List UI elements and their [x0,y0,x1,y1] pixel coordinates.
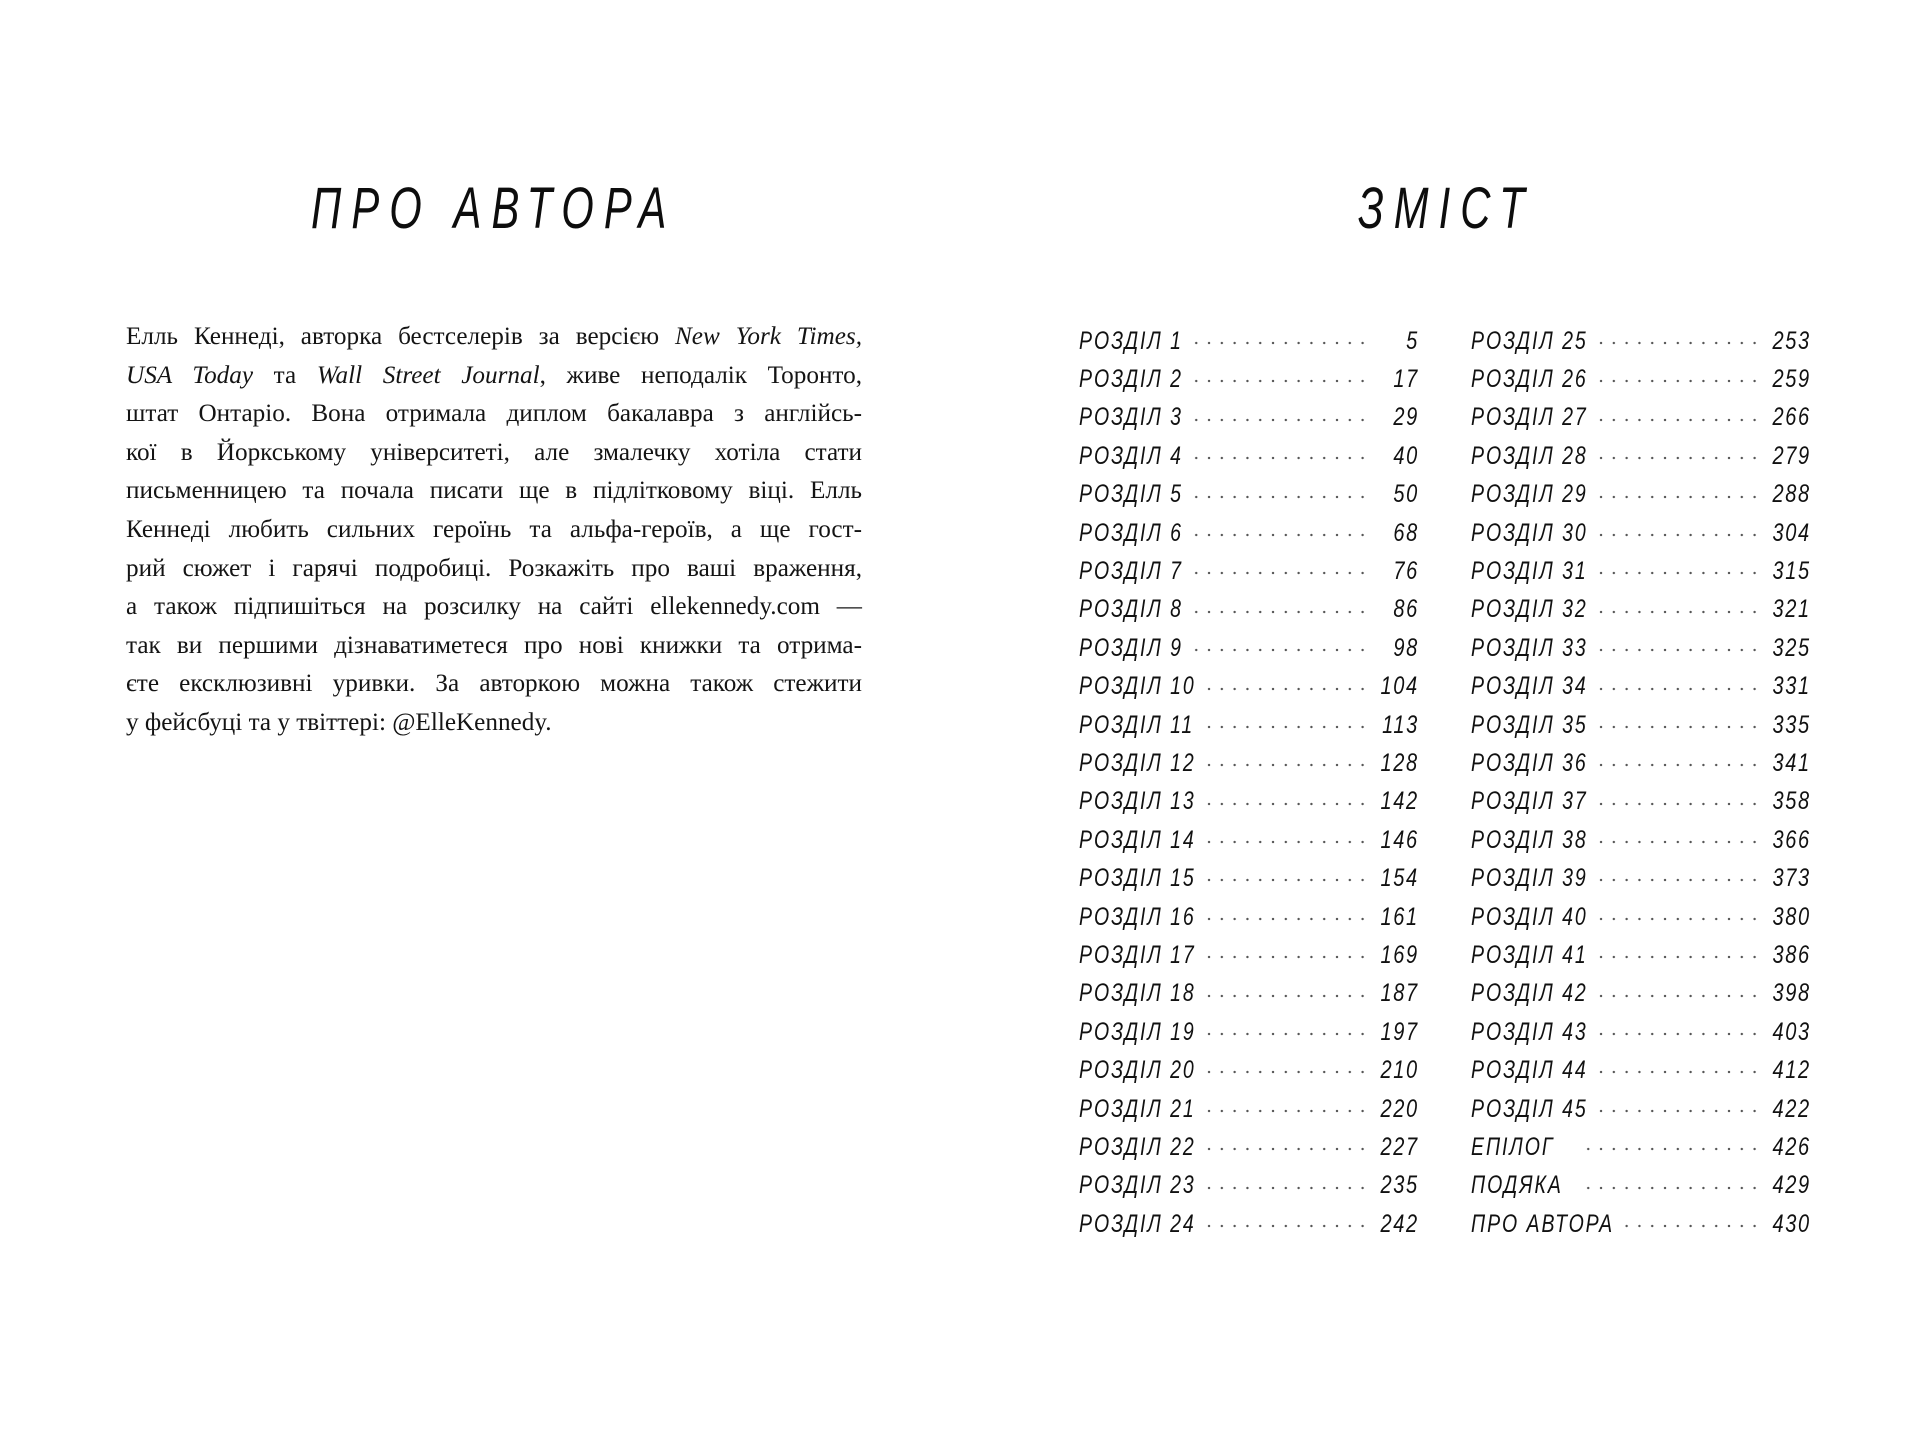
toc-dot-leader [1207,1032,1369,1036]
toc-dot-leader [1207,725,1369,729]
toc-dot-leader [1599,418,1761,422]
toc-entry[interactable] [1079,360,1419,398]
toc-dot-leader [1207,1070,1369,1074]
toc-entry-page-number: 187 [1378,979,1419,1008]
page-title-about-author: ПРО АВТОРА [311,176,677,241]
toc-entry-label: РОЗДІЛ 16 [1079,902,1196,931]
toc-dot-leader [1207,802,1369,806]
bio-italic-text: Wall Street Journal [316,361,540,389]
toc-dot-leader [1599,533,1761,537]
toc-entry-label: РОЗДІЛ 14 [1079,825,1196,854]
toc-entry-label: РОЗДІЛ 33 [1471,633,1588,662]
toc-entry-page-number: 128 [1378,749,1419,778]
bio-line: Кеннеді любить сильних героїнь та альфа-героїв, а ще гост- [126,515,862,543]
toc-entry-label: РОЗДІЛ 22 [1079,1132,1196,1161]
toc-entry[interactable] [1471,1090,1811,1128]
bio-line [126,318,862,357]
toc-entry-label: РОЗДІЛ 18 [1079,979,1196,1008]
toc-entry-page-number: 50 [1390,480,1419,509]
toc-entry-page-number: 331 [1770,672,1811,701]
toc-dot-leader [1207,878,1369,882]
toc-entry-page-number: 373 [1770,864,1811,893]
toc-entry[interactable] [1079,1051,1419,1089]
toc-entry-page-number: 366 [1770,826,1811,855]
toc-entry-label: РОЗДІЛ 36 [1471,748,1588,777]
toc-entry[interactable] [1471,399,1811,437]
bio-line: письменницею та почала писати ще в підлітковому віці. Елль [126,477,862,505]
toc-entry-label: РОЗДІЛ 23 [1079,1171,1196,1200]
toc-entry-page-number: 104 [1378,672,1419,701]
toc-entry-label: РОЗДІЛ 11 [1079,710,1195,739]
toc-entry-label: РОЗДІЛ 4 [1079,441,1183,470]
toc-entry-label: РОЗДІЛ 43 [1471,1017,1588,1046]
toc-entry-label: ПРО АВТОРА [1471,1209,1615,1238]
toc-entry-label: ЕПІЛОГ [1471,1132,1555,1161]
toc-entry-page-number: 315 [1770,557,1811,586]
toc-entry-page-number: 161 [1378,903,1419,932]
toc-dot-leader [1207,1109,1369,1113]
toc-entry-label: РОЗДІЛ 24 [1079,1209,1196,1238]
toc-dot-leader [1207,1224,1369,1228]
toc-entry[interactable] [1471,821,1811,859]
toc-entry[interactable] [1079,936,1419,974]
toc-entry-page-number: 242 [1378,1210,1419,1239]
toc-entry-page-number: 154 [1378,864,1419,893]
toc-dot-leader [1207,955,1369,959]
toc-dot-leader [1599,802,1761,806]
toc-entry-label: РОЗДІЛ 9 [1079,633,1183,662]
toc-entry[interactable] [1471,360,1811,398]
toc-dot-leader [1599,379,1761,383]
toc-entry[interactable] [1471,1205,1811,1243]
bio-line: єте ексклюзивні уривки. За авторкою можна також стежити [126,670,862,698]
toc-entry[interactable] [1471,552,1811,590]
toc-entry-page-number: 113 [1379,711,1419,740]
toc-entry-page-number: 68 [1390,519,1419,548]
toc-entry-label: РОЗДІЛ 8 [1079,595,1183,624]
toc-entry-page-number: 403 [1770,1018,1811,1047]
toc-dot-leader [1191,456,1369,460]
toc-entry[interactable] [1079,821,1419,859]
toc-dot-leader [1207,1186,1369,1190]
toc-entry-page-number: 29 [1390,403,1419,432]
toc-entry-label: РОЗДІЛ 1 [1079,326,1183,355]
toc-entry[interactable] [1079,668,1419,706]
toc-entry-page-number: 197 [1378,1018,1419,1047]
toc-entry[interactable] [1079,744,1419,782]
toc-entry-label: РОЗДІЛ 21 [1079,1094,1196,1123]
bio-line: у фейсбуці та у твіттері: @ElleKennedy. [126,708,552,736]
toc-dot-leader [1191,341,1369,345]
toc-entry-label: РОЗДІЛ 25 [1471,326,1588,355]
toc-dot-leader [1191,610,1369,614]
toc-dot-leader [1207,763,1369,767]
bio-line: кої в Йоркському університеті, але змалечку хотіла стати [126,438,862,466]
toc-entry[interactable] [1471,936,1811,974]
toc-entry[interactable] [1471,1013,1811,1051]
toc-entry-label: РОЗДІЛ 45 [1471,1094,1588,1123]
toc-entry[interactable] [1079,706,1419,744]
toc-entry[interactable] [1079,399,1419,437]
toc-dot-leader [1599,917,1761,921]
toc-dot-leader [1599,610,1761,614]
toc-dot-leader [1599,955,1761,959]
page-title-contents: ЗМІСТ [1358,176,1535,241]
toc-dot-leader [1599,495,1761,499]
toc-entry[interactable] [1079,552,1419,590]
toc-entry-page-number: 169 [1378,941,1419,970]
toc-entry-label: РОЗДІЛ 17 [1079,940,1196,969]
toc-entry-page-number: 412 [1770,1056,1811,1085]
toc-dot-leader [1207,917,1369,921]
toc-entry-label: РОЗДІЛ 2 [1079,365,1183,394]
bio-line: а також підпишіться на розсилку на сайті ellekennedy.com — [126,593,862,621]
toc-dot-leader [1191,648,1369,652]
toc-entry[interactable] [1471,437,1811,475]
toc-dot-leader [1207,994,1369,998]
toc-entry-page-number: 279 [1770,442,1811,471]
toc-entry-page-number: 210 [1378,1056,1419,1085]
toc-entry-label: РОЗДІЛ 28 [1471,441,1588,470]
toc-entry[interactable] [1471,1128,1811,1166]
toc-entry[interactable] [1471,514,1811,552]
toc-dot-leader [1583,1147,1761,1151]
toc-entry-page-number: 358 [1770,787,1811,816]
toc-entry-page-number: 17 [1390,365,1419,394]
toc-entry[interactable] [1079,514,1419,552]
toc-entry-page-number: 429 [1770,1171,1811,1200]
toc-entry[interactable] [1079,1090,1419,1128]
toc-entry-page-number: 426 [1770,1133,1811,1162]
toc-entry[interactable] [1471,1167,1811,1205]
toc-entry[interactable] [1471,898,1811,936]
toc-dot-leader [1599,1032,1761,1036]
toc-entry-page-number: 430 [1770,1210,1811,1239]
toc-entry[interactable] [1471,744,1811,782]
toc-entry-page-number: 422 [1770,1095,1811,1124]
toc-dot-leader [1599,725,1761,729]
toc-entry-page-number: 266 [1770,403,1811,432]
toc-entry-page-number: 76 [1390,557,1419,586]
toc-entry[interactable] [1079,1205,1419,1243]
toc-entry-label: РОЗДІЛ 37 [1471,787,1588,816]
toc-entry[interactable] [1471,975,1811,1013]
toc-entry-label: РОЗДІЛ 13 [1079,787,1196,816]
toc-dot-leader [1583,1186,1761,1190]
toc-entry-page-number: 146 [1378,826,1419,855]
toc-entry-label: РОЗДІЛ 19 [1079,1017,1196,1046]
toc-entry-label: ПОДЯКА [1471,1171,1563,1200]
toc-dot-leader [1207,687,1369,691]
toc-entry-page-number: 5 [1403,327,1419,356]
toc-entry[interactable] [1079,859,1419,897]
bio-line: так ви першими дізнаватиметеся про нові книжки та отрима- [126,631,862,659]
toc-dot-leader [1191,571,1369,575]
toc-entry-label: РОЗДІЛ 44 [1471,1056,1588,1085]
toc-entry-label: РОЗДІЛ 5 [1079,480,1183,509]
bio-italic-text: USA Today [126,361,254,389]
toc-entry[interactable] [1471,706,1811,744]
toc-entry-label: РОЗДІЛ 31 [1471,557,1588,586]
toc-entry[interactable] [1079,898,1419,936]
toc-dot-leader [1599,1070,1761,1074]
toc-dot-leader [1599,878,1761,882]
toc-entry-page-number: 386 [1770,941,1811,970]
bio-line: штат Онтаріо. Вона отримала диплом бакалавра з англійсь- [126,400,862,428]
toc-dot-leader [1191,495,1369,499]
bio-text: Елль Кеннеді, авторка бестселерів за версією [126,323,675,350]
toc-entry-page-number: 335 [1770,711,1811,740]
toc-entry-page-number: 325 [1770,634,1811,663]
toc-entry-page-number: 259 [1770,365,1811,394]
toc-entry-label: РОЗДІЛ 6 [1079,518,1183,547]
toc-dot-leader [1191,418,1369,422]
toc-entry[interactable] [1079,1167,1419,1205]
toc-entry[interactable] [1471,859,1811,897]
toc-entry-label: РОЗДІЛ 29 [1471,480,1588,509]
bio-text: , живе неподалік Торонто, [539,361,863,389]
toc-entry[interactable] [1079,591,1419,629]
toc-entry-label: РОЗДІЛ 26 [1471,365,1588,394]
toc-entry[interactable] [1079,476,1419,514]
toc-entry-page-number: 86 [1390,595,1419,624]
toc-entry[interactable] [1471,322,1811,360]
toc-entry-page-number: 321 [1770,595,1811,624]
toc-dot-leader [1599,1109,1761,1113]
toc-dot-leader [1191,379,1369,383]
toc-entry-label: РОЗДІЛ 10 [1079,672,1196,701]
bio-line: рий сюжет і гарячі подробиці. Розкажіть про ваші враження, [126,554,862,582]
toc-entry-label: РОЗДІЛ 3 [1079,403,1183,432]
toc-entry-page-number: 341 [1770,749,1811,778]
toc-entry-page-number: 304 [1770,519,1811,548]
toc-entry-label: РОЗДІЛ 20 [1079,1056,1196,1085]
toc-entry-label: РОЗДІЛ 7 [1079,557,1183,586]
toc-entry[interactable] [1079,629,1419,667]
toc-dot-leader [1207,1147,1369,1151]
toc-entry-label: РОЗДІЛ 32 [1471,595,1588,624]
toc-entry-label: РОЗДІЛ 38 [1471,825,1588,854]
toc-entry-page-number: 98 [1390,634,1419,663]
toc-entry[interactable] [1471,591,1811,629]
toc-entry-page-number: 220 [1378,1095,1419,1124]
toc-entry-label: РОЗДІЛ 42 [1471,979,1588,1008]
toc-entry-label: РОЗДІЛ 27 [1471,403,1588,432]
toc-entry[interactable] [1471,668,1811,706]
toc-entry[interactable] [1471,476,1811,514]
toc-entry-label: РОЗДІЛ 15 [1079,864,1196,893]
toc-dot-leader [1599,994,1761,998]
toc-column-1 [1079,322,1419,1243]
toc-dot-leader [1599,687,1761,691]
toc-entry-page-number: 398 [1770,979,1811,1008]
toc-entry-label: РОЗДІЛ 12 [1079,748,1196,777]
toc-entry-label: РОЗДІЛ 30 [1471,518,1588,547]
toc-dot-leader [1599,840,1761,844]
author-bio [126,318,862,743]
toc-entry[interactable] [1471,629,1811,667]
toc-dot-leader [1191,533,1369,537]
toc-entry[interactable] [1471,1051,1811,1089]
toc-dot-leader [1599,456,1761,460]
right-page [960,0,1920,1440]
toc-entry-page-number: 380 [1770,903,1811,932]
toc-entry[interactable] [1079,1128,1419,1166]
toc-entry[interactable] [1079,783,1419,821]
toc-entry-label: РОЗДІЛ 41 [1471,940,1588,969]
toc-entry-label: РОЗДІЛ 39 [1471,864,1588,893]
toc-entry[interactable] [1079,1013,1419,1051]
toc-dot-leader [1599,763,1761,767]
toc-entry-label: РОЗДІЛ 34 [1471,672,1588,701]
toc-entry-page-number: 227 [1378,1133,1419,1162]
toc-entry-page-number: 40 [1390,442,1419,471]
bio-text: та [253,361,317,389]
toc-entry[interactable] [1079,975,1419,1013]
bio-italic-text: New York Times, [675,323,862,350]
toc-column-2 [1471,322,1811,1243]
toc-dot-leader [1599,571,1761,575]
toc-dot-leader [1599,648,1761,652]
toc-entry-label: РОЗДІЛ 40 [1471,902,1588,931]
bio-line [126,357,862,396]
toc-entry-page-number: 142 [1378,787,1419,816]
toc-entry-page-number: 235 [1378,1171,1419,1200]
toc-dot-leader [1207,840,1369,844]
toc-entry-label: РОЗДІЛ 35 [1471,710,1588,739]
toc-entry[interactable] [1079,322,1419,360]
toc-entry-page-number: 253 [1770,327,1811,356]
toc-entry-page-number: 288 [1770,480,1811,509]
toc-dot-leader [1621,1224,1761,1228]
toc-dot-leader [1599,341,1761,345]
toc-entry[interactable] [1079,437,1419,475]
toc-entry[interactable] [1471,783,1811,821]
